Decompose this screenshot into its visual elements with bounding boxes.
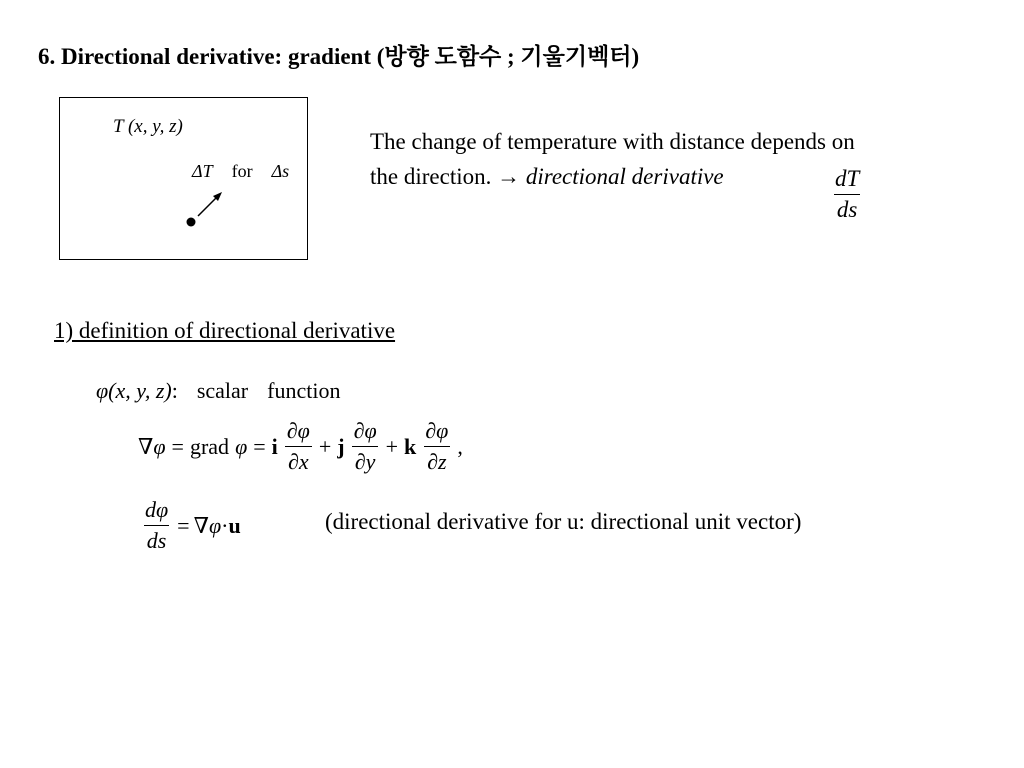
description-text [370, 124, 855, 194]
plus-2: + [385, 433, 399, 459]
partial-x-fraction [284, 418, 313, 475]
delta-t-label: ΔT [192, 161, 213, 181]
section-heading-definition: 1) definition of directional derivative [54, 318, 396, 343]
partial-y-num: ∂φ [353, 418, 377, 443]
dt-ds-fraction [832, 166, 862, 223]
scalar-word: scalar [196, 378, 249, 403]
directional-derivative-note: (directional derivative for u: directional unit vector) [325, 509, 802, 534]
gradient-equation [138, 418, 463, 475]
partial-y-den: ∂y [352, 446, 379, 475]
directional-derivative-term: directional derivative [525, 164, 724, 189]
partial-x-num: ∂φ [286, 418, 310, 443]
function-word: function [267, 378, 341, 403]
colon: : [171, 378, 178, 403]
dot-operator: · [221, 512, 229, 538]
partial-z-fraction [422, 418, 451, 475]
partial-y-fraction [351, 418, 380, 475]
partial-x-den: ∂x [285, 446, 312, 475]
d-phi-num: dφ [145, 497, 169, 522]
fraction-denominator: ds [834, 194, 860, 223]
d-phi-ds-fraction [142, 497, 171, 554]
nabla-phi-2: ∇φ [193, 512, 222, 538]
partial-z-num: ∂φ [425, 418, 449, 443]
unit-vector-u: u [228, 512, 241, 538]
direction-arrow-diagram [180, 185, 230, 230]
phi-symbol-2: φ [235, 433, 248, 459]
plus-1: + [318, 433, 332, 459]
unit-vector-i: i [271, 433, 278, 459]
start-point-dot [187, 218, 196, 227]
delta-label [192, 161, 289, 182]
temperature-function-label: T (x, y, z) [113, 116, 183, 137]
fraction-numerator: dT [835, 166, 860, 191]
partial-z-den: ∂z [424, 446, 449, 475]
equals-1: = [171, 433, 184, 459]
nabla-phi: ∇φ [138, 433, 166, 459]
description-line-2 [370, 159, 855, 194]
delta-s-label: Δs [271, 161, 290, 181]
page-title: 6. Directional derivative: gradient (방향 도함수 ; 기울기벡터) [38, 44, 640, 69]
grad-word: grad [189, 433, 230, 459]
equals-3: = [177, 512, 190, 538]
phi-symbol: φ [96, 378, 109, 403]
arrow-symbol: → [497, 164, 521, 189]
phi-args: (x, y, z) [108, 378, 172, 403]
for-label: for [231, 161, 253, 181]
d-phi-den: ds [144, 525, 170, 554]
trailing-comma: , [457, 433, 463, 459]
description-line-1: The change of temperature with distance depends on [370, 129, 855, 154]
description-prefix: the direction. [370, 164, 498, 189]
scalar-function-line [96, 378, 340, 404]
directional-derivative-equation [142, 497, 241, 554]
unit-vector-j: j [337, 433, 345, 459]
unit-vector-k: k [404, 433, 417, 459]
equals-2: = [253, 433, 266, 459]
